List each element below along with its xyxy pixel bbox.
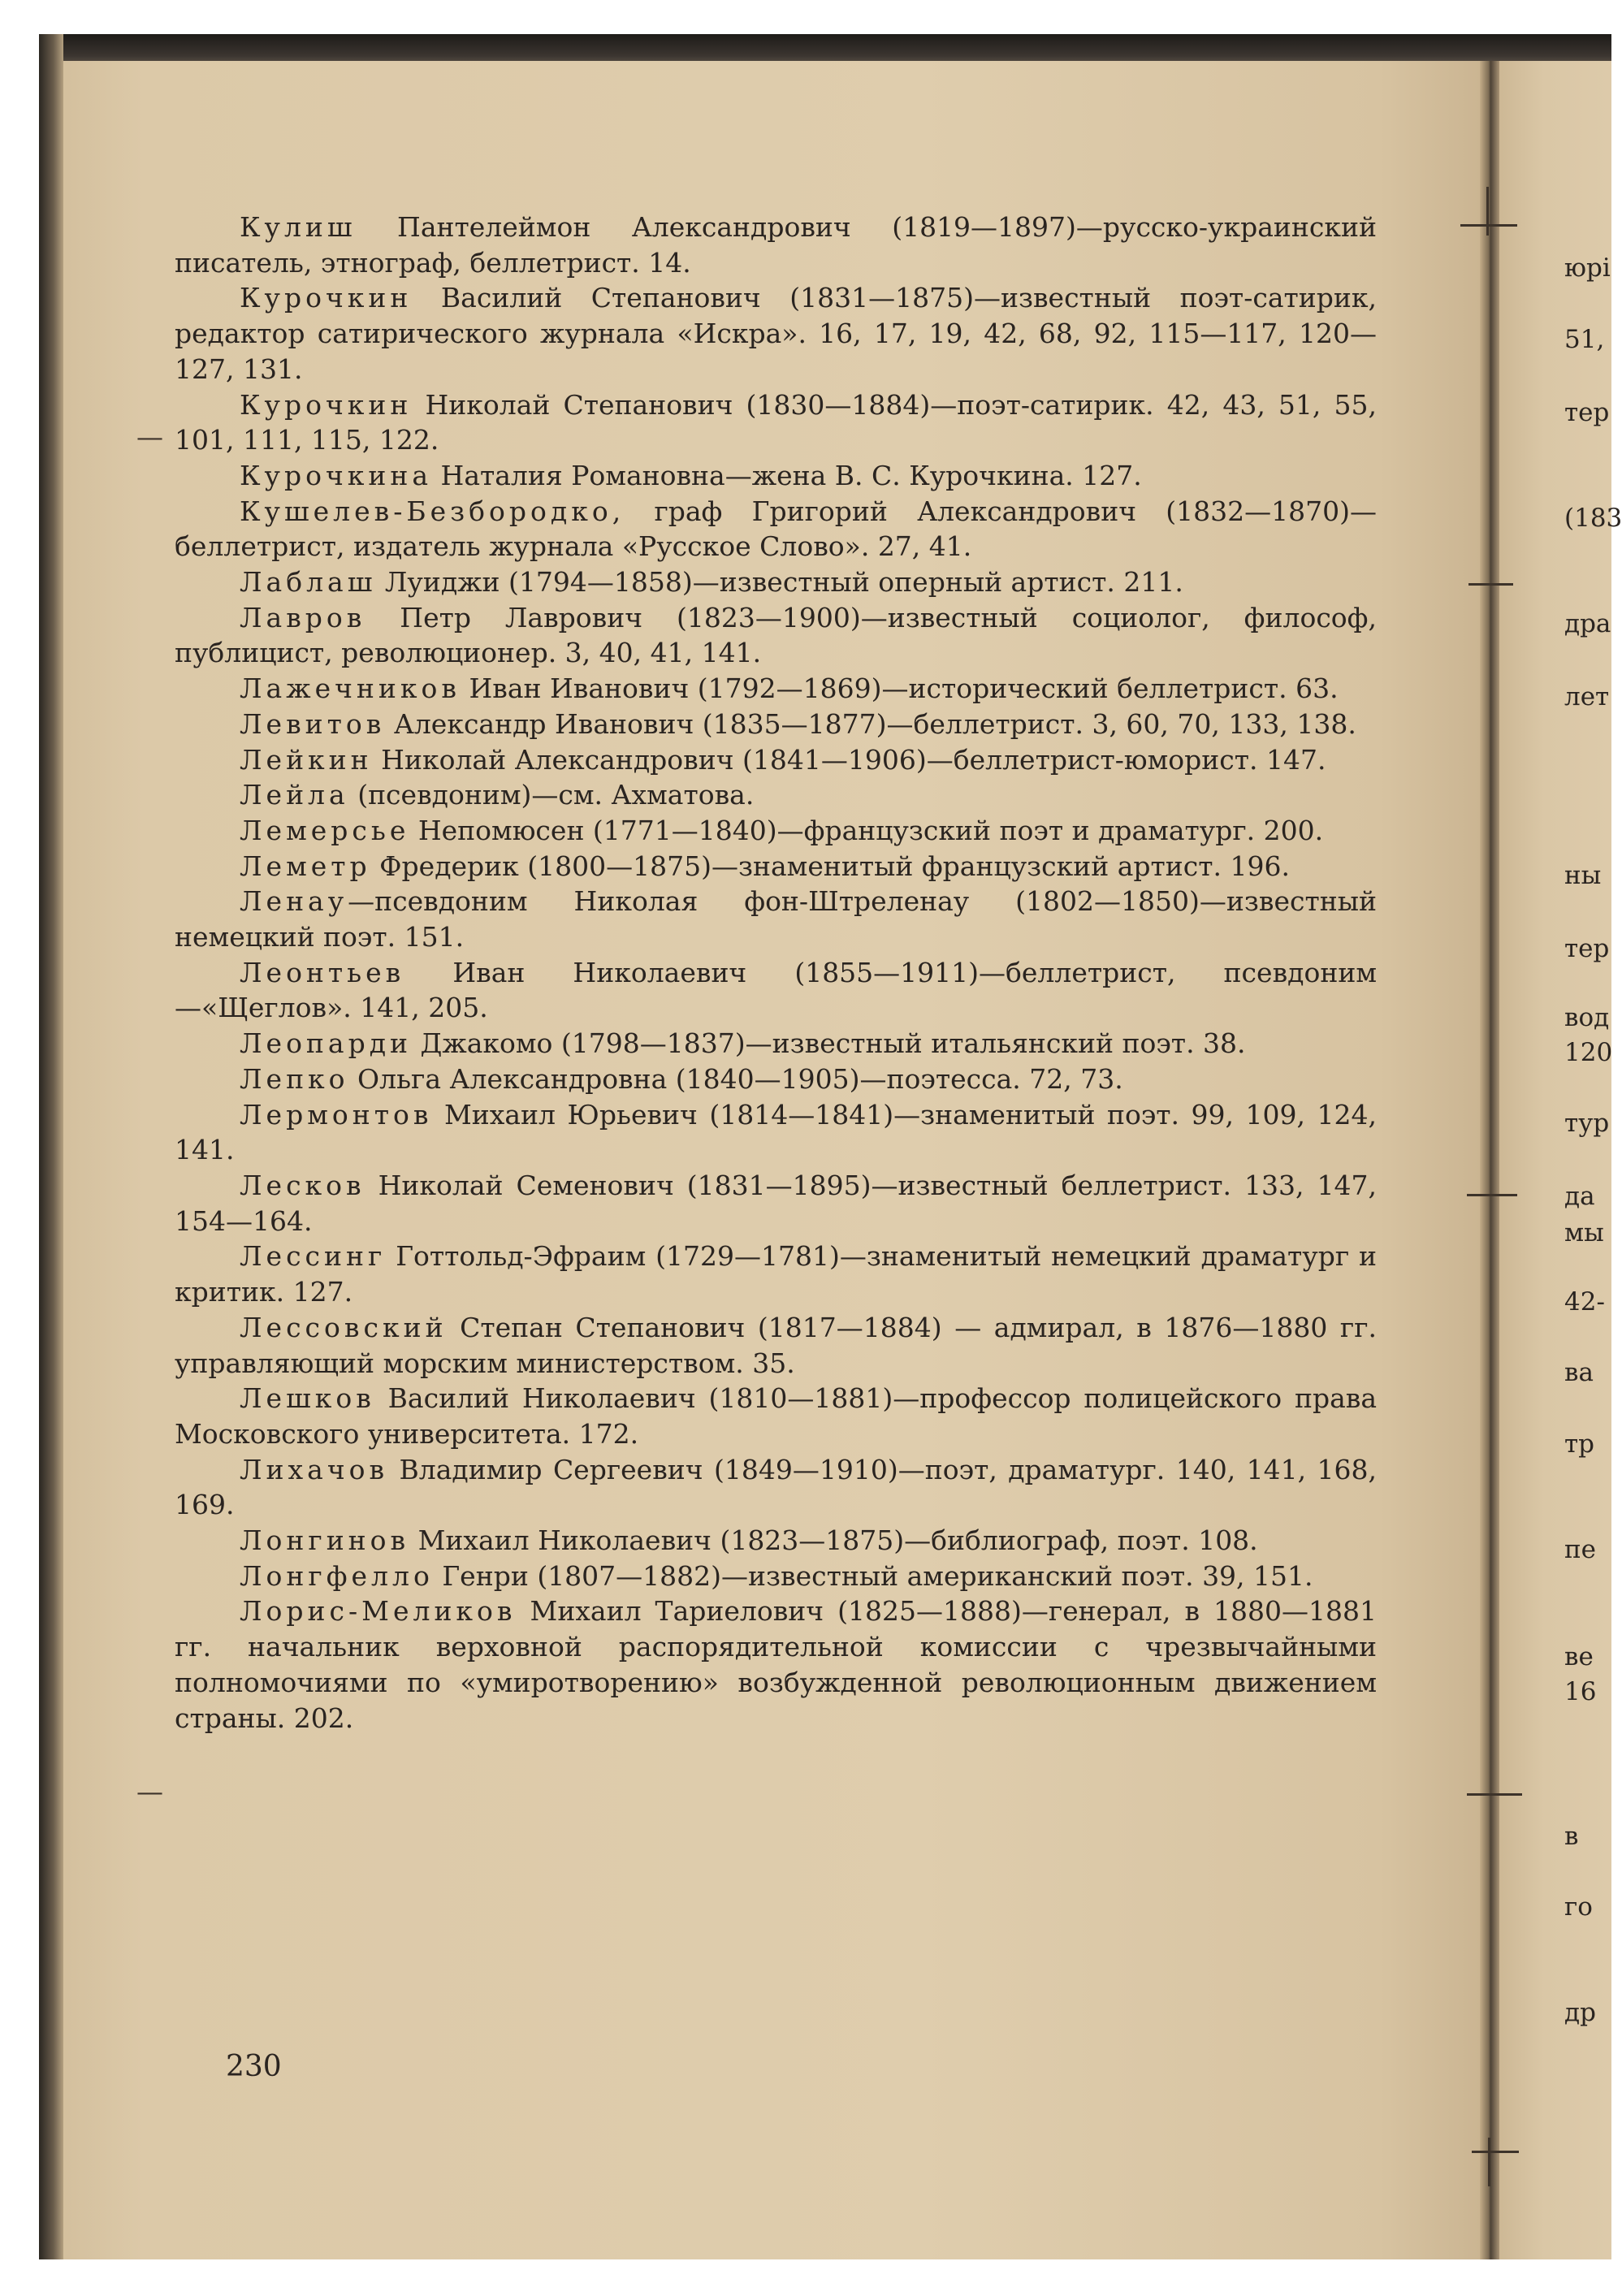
entry-name: Левитов: [240, 707, 386, 740]
entry-text: Николай Степанович (1830—1884)—поэт-сатирик. 42, 43, 51, 55, 101, 111, 115, 122.: [175, 388, 1377, 456]
right-page-fragment: 16: [1564, 1677, 1597, 1706]
entry-text: Генри (1807—1882)—известный американский поэт. 39, 151.: [433, 1559, 1313, 1592]
entry-name: Леопарди: [240, 1027, 413, 1060]
entry-text: Николай Семенович (1831—1895)—известный беллетрист. 133, 147, 154—164.: [175, 1169, 1377, 1237]
index-entry: [175, 1452, 1377, 1523]
entry-name: Лепко: [240, 1062, 349, 1095]
index-entry: [175, 1062, 1377, 1097]
entry-name: Лонгинов: [240, 1524, 410, 1557]
index-entry: [175, 1239, 1377, 1309]
index-entry: [175, 1559, 1377, 1594]
right-page-fragment: мы: [1564, 1218, 1604, 1247]
entry-name: Лихачов: [240, 1453, 389, 1485]
right-page-fragment: 51,: [1564, 325, 1605, 354]
entry-text: Владимир Сергеевич (1849—1910)—поэт, драматург. 140, 141, 168, 169.: [175, 1453, 1377, 1521]
entry-name: Лейкин: [240, 743, 373, 776]
entry-text: Михаил Николаевич (1823—1875)—библиограф, поэт. 108.: [409, 1524, 1258, 1557]
entry-text: Готтольд-Эфраим (1729—1781)—знаменитый немецкий драматург и критик. 127.: [175, 1240, 1377, 1308]
index-entry: [175, 849, 1377, 884]
gutter-mark: [1472, 2151, 1519, 2153]
gutter-mark: [1488, 2138, 1490, 2186]
entry-text: Иван Николаевич (1855—1911)—беллетрист, псевдоним—«Щеглов». 141, 205.: [175, 956, 1377, 1024]
entry-name: Ленау: [240, 885, 348, 918]
entry-text: Фредерик (1800—1875)—знаменитый французский артист. 196.: [370, 850, 1290, 882]
index-entry: [175, 564, 1377, 600]
right-page-fragment: др: [1564, 1998, 1596, 2027]
index-entry: [175, 1523, 1377, 1559]
right-page-fragment: дра: [1564, 609, 1611, 638]
index-entry: [175, 742, 1377, 778]
index-entry: [175, 1310, 1377, 1381]
scan-border: [0, 2259, 1611, 2296]
page-number: 230: [226, 2050, 282, 2083]
entry-name: Лешков: [240, 1382, 375, 1415]
margin-dash: —: [136, 421, 163, 452]
index-entry: [175, 813, 1377, 849]
entry-name: Лермонтов: [240, 1098, 433, 1131]
entry-name: Лесков: [240, 1169, 365, 1201]
book-gutter: [1480, 61, 1499, 2259]
gutter-mark: [1467, 1793, 1522, 1796]
index-entry: [175, 600, 1377, 671]
entry-text: Степан Степанович (1817—1884) — адмирал, в 1876—1880 гг. управляющий морским министерством. 35.: [175, 1311, 1377, 1379]
entry-name: Лонгфелло: [240, 1559, 434, 1592]
right-page-fragment: го: [1564, 1892, 1593, 1922]
right-page-fragment: ны: [1564, 861, 1602, 890]
index-entry: [175, 955, 1377, 1026]
index-entry: [175, 1026, 1377, 1062]
entry-name: Лажечников: [240, 672, 461, 705]
index-entry: [175, 671, 1377, 707]
index-entry: [175, 1168, 1377, 1239]
index-entry: [175, 1593, 1377, 1736]
right-page-fragment: юрі: [1564, 253, 1611, 283]
entry-text: Непомюсен (1771—1840)—французский поэт и драматург. 200.: [409, 814, 1324, 846]
book-edge-left: [39, 34, 63, 2259]
index-entry: [175, 494, 1377, 564]
entry-text: Михаил Юрьевич (1814—1841)—знаменитый поэт. 99, 109, 124, 141.: [175, 1098, 1377, 1166]
index-entry: [175, 280, 1377, 387]
right-page-fragment: лет: [1564, 682, 1610, 711]
entry-text: Михаил Тариелович (1825—1888)—генерал, в 1880—1881 гг. начальник верховной распорядительной комиссии с чрезвычайными полномочиями по «умиротворению» возбужденной революционным движением страны. 202.: [175, 1595, 1377, 1734]
right-page-fragment: в: [1564, 1822, 1579, 1851]
entry-text: Василий Николаевич (1810—1881)—профессор полицейского права Московского университета. 172.: [175, 1382, 1377, 1450]
entry-name: Лемерсье: [240, 814, 410, 846]
entry-text: Петр Лаврович (1823—1900)—известный социолог, философ, публицист, революционер. 3, 40, 41, 141.: [175, 601, 1377, 669]
right-page-fragment: (183: [1564, 504, 1622, 533]
index-text-column: [175, 210, 1377, 1736]
entry-name: Лессинг: [240, 1240, 387, 1273]
entry-text: (псевдоним)—см. Ахматова.: [348, 779, 755, 811]
entry-name: Кулиш: [240, 211, 357, 243]
right-page-fragment: да: [1564, 1182, 1595, 1211]
index-entry: [175, 1097, 1377, 1168]
index-entry: [175, 707, 1377, 742]
gutter-mark: [1467, 1194, 1517, 1196]
index-entry: [175, 387, 1377, 458]
gutter-mark: [1486, 187, 1489, 236]
right-page-fragment: тер: [1564, 398, 1610, 427]
margin-dash: —: [136, 1775, 163, 1807]
entry-text: —псевдоним Николая фон-Штреленау (1802—1850)—известный немецкий поэт. 151.: [175, 885, 1377, 953]
right-page-fragment: ва: [1564, 1358, 1594, 1387]
gutter-mark: [1460, 224, 1517, 227]
index-entry: [175, 458, 1377, 494]
entry-text: Джакомо (1798—1837)—известный итальянский поэт. 38.: [412, 1027, 1246, 1060]
entry-text: Иван Иванович (1792—1869)—исторический беллетрист. 63.: [460, 672, 1339, 705]
entry-name: Лорис-Меликов: [240, 1595, 517, 1628]
entry-text: Николай Александрович (1841—1906)—беллетрист-юморист. 147.: [372, 743, 1326, 776]
entry-name: Кушелев-Безбородко,: [240, 495, 625, 527]
entry-name: Лейла: [240, 779, 349, 811]
right-page-fragment: тр: [1564, 1429, 1594, 1459]
right-page-fragment: тур: [1564, 1109, 1610, 1138]
entry-name: Курочкин: [240, 282, 413, 314]
entry-text: Василий Степанович (1831—1875)—известный поэт-сатирик, редактор сатирического журнала «Искра». 16, 17, 19, 42, 68, 92, 115—117, 120—127, 131.: [175, 282, 1377, 385]
entry-text: Пантелеймон Александрович (1819—1897)—русско-украинский писатель, этнограф, беллетрист. 14.: [175, 211, 1377, 279]
right-page-fragment: 42-: [1564, 1287, 1605, 1317]
entry-name: Леметр: [240, 850, 371, 882]
entry-name: Леонтьев: [240, 956, 405, 988]
index-entry: [175, 884, 1377, 954]
entry-name: Лессовский: [240, 1311, 448, 1343]
index-entry: [175, 1381, 1377, 1451]
right-page: [1499, 61, 1622, 2259]
entry-name: Курочкина: [240, 459, 433, 491]
index-entry: [175, 777, 1377, 813]
entry-text: Луиджи (1794—1858)—известный оперный артист. 211.: [376, 566, 1183, 599]
right-page-fragment: пе: [1564, 1535, 1597, 1564]
gutter-mark: [1468, 583, 1513, 586]
index-entry: [175, 210, 1377, 280]
entry-text: граф Григорий Александрович (1832—1870)—беллетрист, издатель журнала «Русское Слово». 27, 41.: [175, 495, 1377, 563]
right-page-fragment: вод: [1564, 1003, 1610, 1032]
right-page-fragment: ве: [1564, 1642, 1594, 1671]
entry-text: Наталия Романовна—жена В. С. Курочкина. 127.: [432, 459, 1142, 491]
right-page-fragment: тер: [1564, 934, 1610, 963]
entry-text: Ольга Александровна (1840—1905)—поэтесса. 72, 73.: [348, 1062, 1123, 1095]
right-page-fragment: 120: [1564, 1038, 1613, 1067]
entry-name: Курочкин: [240, 388, 413, 421]
entry-name: Лавров: [240, 601, 366, 633]
entry-name: Лаблаш: [240, 566, 377, 599]
entry-text: Александр Иванович (1835—1877)—беллетрист. 3, 60, 70, 133, 138.: [385, 707, 1356, 740]
